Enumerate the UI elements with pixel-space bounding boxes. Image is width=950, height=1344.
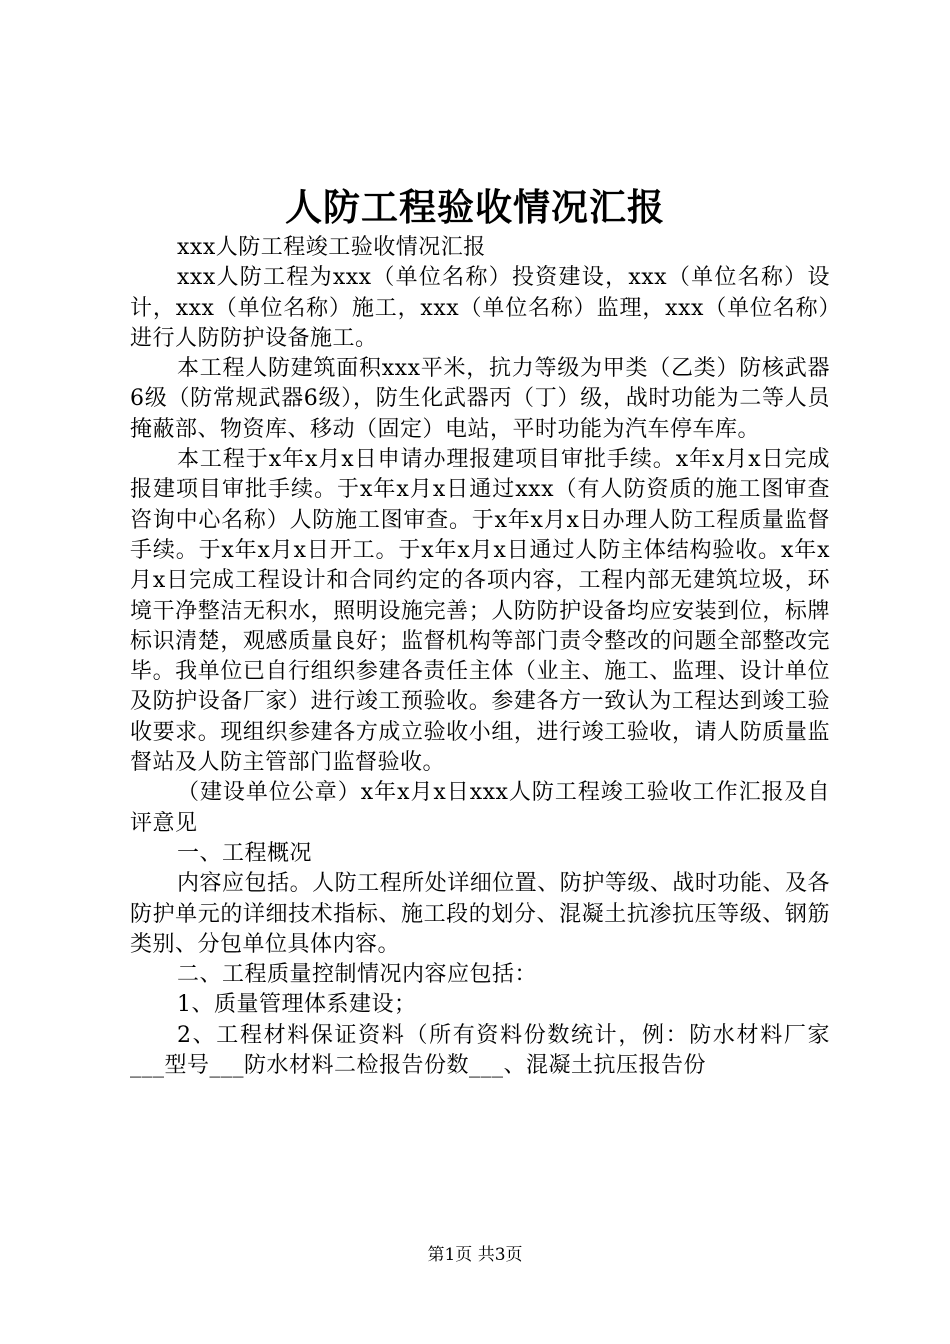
document-body: [130, 233, 830, 1081]
paragraph-project-parties: xxx人防工程为xxx（单位名称）投资建设，xxx（单位名称）设计，xxx（单位名称）施工，xxx（单位名称）监理，xxx（单位名称）进行人防防护设备施工。: [130, 265, 830, 351]
section-heading-overview: 一、工程概况: [177, 840, 313, 866]
section-heading-quality-control: 二、工程质量控制情况内容应包括：: [177, 962, 538, 988]
document-title: 人防工程验收情况汇报: [285, 185, 665, 229]
paragraph-project-timeline: 本工程于x年x月x日申请办理报建项目审批手续。x年x月x日完成报建项目审批手续。于x年x月x日通过xxx（有人防资质的施工图审查咨询中心名称）人防施工图审查。于x年x月x日办理人防工程质量监督手续。于x年x月x日开工。于x年x月x日通过人防主体结构验收。x年x月x日完成工程设计和合同约定的各项内容，工程内部无建筑垃圾，环境干净整洁无积水，照明设施完善；人防防护设备均应安装到位，标牌标识清楚，观感质量良好；监督机构等部门责令整改的问题全部整改完毕。我单位已自行组织参建各责任主体（业主、施工、监理、设计单位及防护设备厂家）进行竣工预验收。参建各方一致认为工程达到竣工验收要求。现组织参建各方成立验收小组，进行竣工验收，请人防质量监督站及人防主管部门监督验收。: [130, 447, 830, 776]
paragraph-overview-content: 内容应包括。人防工程所处详细位置、防护等级、战时功能、及各防护单元的详细技术指标、施工段的划分、混凝土抗渗抗压等级、钢筋类别、分包单位具体内容。: [130, 871, 830, 957]
paragraph-seal-and-heading: （建设单位公章）x年x月x日xxx人防工程竣工验收工作汇报及自评意见: [130, 780, 830, 836]
paragraph-report-heading: xxx人防工程竣工验收情况汇报: [177, 235, 486, 260]
list-item-quality-system: 1、质量管理体系建设；: [177, 992, 417, 1018]
page-footer: 第1页 共3页: [427, 1245, 523, 1265]
list-item-material-records: 2、工程材料保证资料（所有资料份数统计，例：防水材料厂家___型号___防水材料二检报告份数___、混凝土抗压报告份: [130, 1022, 830, 1079]
paragraph-project-specs: 本工程人防建筑面积xxx平米，抗力等级为甲类（乙类）防核武器6级（防常规武器6级），防生化武器丙（丁）级，战时功能为二等人员掩蔽部、物资库、移动（固定）电站，平时功能为汽车停车库。: [130, 356, 830, 442]
